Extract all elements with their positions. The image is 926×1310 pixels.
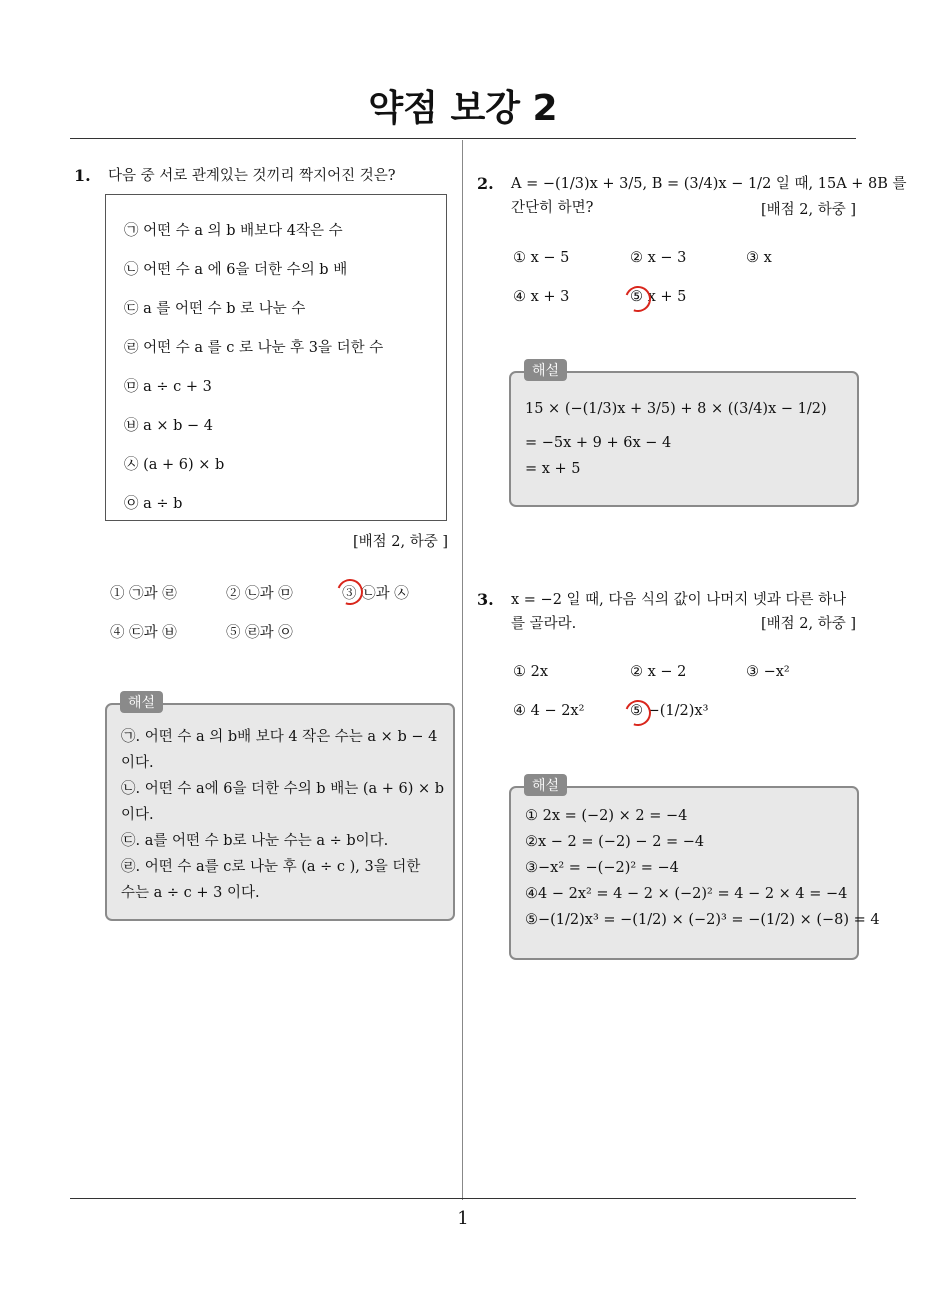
question-stem: A = −(1/3)x + 3/5, B = (3/4)x − 1/2 일 때, 15A + 8B 를 [511,176,907,192]
answer-mark-icon [621,282,656,317]
solution-line: = −5x + 9 + 6x − 4 [525,435,672,451]
q1-choice-1[interactable]: ① ㉠과 ㉣ [110,586,177,602]
answer-mark-icon [333,575,368,610]
question-stem: x = −2 일 때, 다음 식의 값이 나머지 넷과 다른 하나 [511,592,847,608]
q3-choice-3[interactable]: ③ −x² [746,664,790,680]
question-stem: 다음 중 서로 관계있는 것끼리 짝지어진 것은? [108,168,396,184]
q3-choice-5[interactable]: ⑤ −(1/2)x³ [630,703,709,719]
q1-choice-4[interactable]: ④ ㉢과 ㉥ [110,625,177,641]
q2-solution-tag: 해설 [524,359,567,381]
q3-choice-1[interactable]: ① 2x [513,664,549,680]
q2-choice-2[interactable]: ② x − 3 [630,250,687,266]
solution-line: ③−x² = −(−2)² = −4 [525,860,679,876]
q1-item: ㉥ a × b − 4 [124,418,213,434]
q1-item: ㉡ 어떤 수 a 에 6을 더한 수의 b 배 [124,262,348,278]
q3-meta: [배점 2, 하중 ] [760,616,856,632]
solution-line: ④4 − 2x² = 4 − 2 × (−2)² = 4 − 2 × 4 = −4 [525,886,848,902]
q1-item: ㉢ a 를 어떤 수 b 로 나눈 수 [124,301,306,317]
solution-line: = x + 5 [525,461,581,477]
q1-item: ㉤ a ÷ c + 3 [124,379,212,395]
q1-item: ㉦ (a + 6) × b [124,457,225,473]
q2-solution-box [509,371,859,507]
solution-line: ②x − 2 = (−2) − 2 = −4 [525,834,705,850]
q2-meta: [배점 2, 하중 ] [760,202,856,218]
answer-mark-icon [621,696,656,731]
solution-line: 이다. [121,807,154,823]
solution-line: ⑤−(1/2)x³ = −(1/2) × (−2)³ = −(1/2) × (−8) = 4 [525,912,880,928]
column-divider [462,140,463,1200]
q1-choice-5[interactable]: ⑤ ㉣과 ㉧ [226,625,293,641]
question-1 [74,164,454,194]
q2-choice-1[interactable]: ① x − 5 [513,250,570,266]
question-stem-line2: 간단히 하면? [511,200,594,216]
q1-choice-2[interactable]: ② ㉡과 ㉤ [226,586,293,602]
q3-choice-2[interactable]: ② x − 2 [630,664,687,680]
solution-line: 15 × (−(1/3)x + 3/5) + 8 × ((3/4)x − 1/2) [525,401,827,417]
q1-item-box [105,194,447,521]
question-number: 3. [477,590,494,609]
q1-item: ㉠ 어떤 수 a 의 b 배보다 4작은 수 [124,223,343,239]
solution-line: ㉡. 어떤 수 a에 6을 더한 수의 b 배는 (a + 6) × b [121,781,445,797]
question-stem-line2: 를 골라라. [511,616,577,632]
q1-item: ㉣ 어떤 수 a 를 c 로 나눈 후 3을 더한 수 [124,340,384,356]
solution-line: 이다. [121,755,154,771]
q2-choice-5[interactable]: ⑤ x + 5 [630,289,687,305]
solution-line: ① 2x = (−2) × 2 = −4 [525,808,688,824]
question-number: 1. [74,166,91,185]
q3-solution-box [509,786,880,960]
q1-solution-tag: 해설 [120,691,163,713]
q3-solution-tag: 해설 [524,774,567,796]
solution-line: 수는 a ÷ c + 3 이다. [121,885,260,901]
top-rule [70,138,856,139]
q1-item: ㉧ a ÷ b [124,496,183,512]
bottom-rule [70,1198,856,1199]
solution-line: ㉠. 어떤 수 a 의 b배 보다 4 작은 수는 a × b − 4 [121,729,438,745]
page-title: 약점 보강 2 [368,88,558,129]
q1-meta: [배점 2, 하중 ] [352,534,448,550]
q2-choice-3[interactable]: ③ x [746,250,772,266]
solution-line: ㉣. 어떤 수 a를 c로 나눈 후 (a ÷ c ), 3을 더한 [121,859,421,875]
question-number: 2. [477,174,494,193]
q3-choice-4[interactable]: ④ 4 − 2x² [513,703,585,719]
q1-choice-3[interactable]: ③ ㉡과 ㉦ [342,586,409,602]
page-number: 1 [457,1208,469,1229]
q1-solution-box [105,703,455,921]
q2-choice-4[interactable]: ④ x + 3 [513,289,570,305]
solution-line: ㉢. a를 어떤 수 b로 나눈 수는 a ÷ b이다. [121,833,389,849]
